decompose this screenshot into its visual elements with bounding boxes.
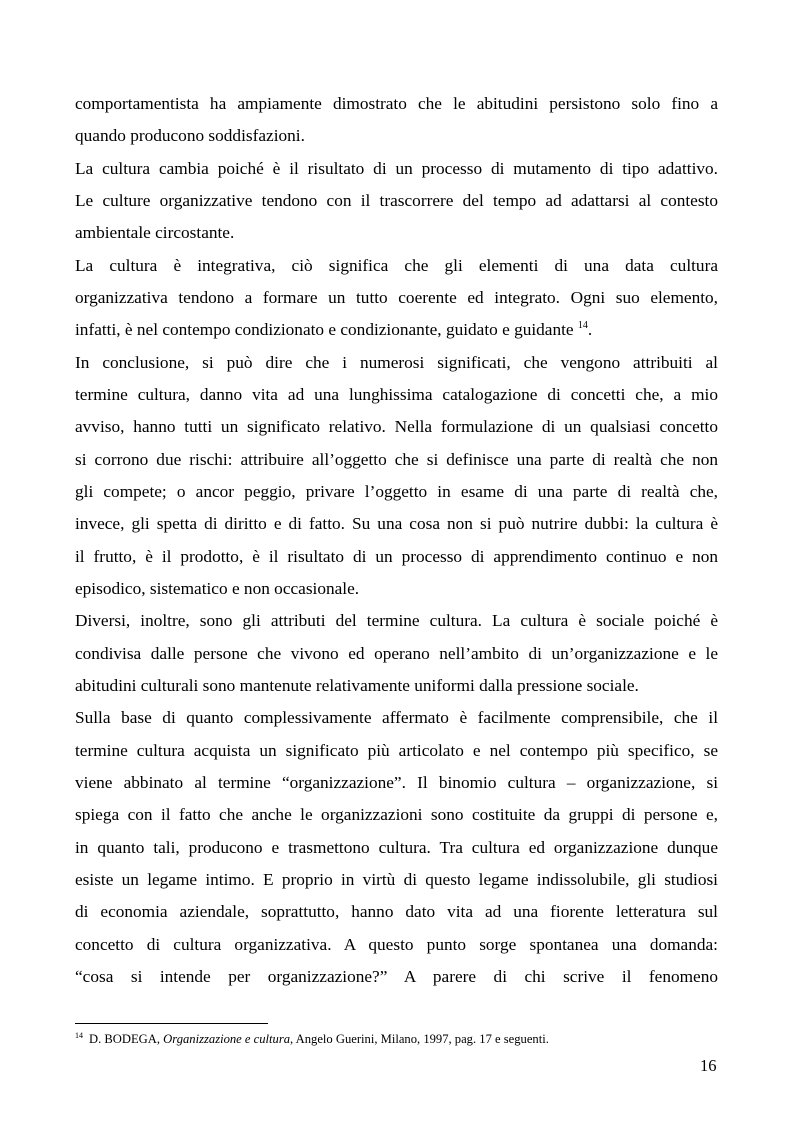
text-line: La cultura è integrativa, ciò significa che gli elementi di una data cultura bbox=[75, 256, 718, 275]
text-line: In conclusione, si può dire che i numerosi significati, che vengono attribuiti al bbox=[75, 353, 718, 372]
text-line: episodico, sistematico e non occasionale. bbox=[75, 579, 360, 598]
text-line: termine cultura acquista un significato più articolato e nel contempo più specifico, se bbox=[75, 741, 718, 760]
text-line: esiste un legame intimo. E proprio in virtù di questo legame indissolubile, gli studiosi bbox=[75, 870, 718, 889]
text-line: condivisa dalle persone che vivono ed operano nell’ambito di un’organizzazione e le bbox=[75, 644, 718, 663]
footnote-number: 14 bbox=[75, 1031, 83, 1040]
text-line: si corrono due rischi: attribuire all’oggetto che si definisce una parte di realtà che non bbox=[75, 450, 718, 469]
text-line: in quanto tali, producono e trasmettono cultura. Tra cultura ed organizzazione dunque bbox=[75, 838, 718, 857]
text-line: ambientale circostante. bbox=[75, 223, 235, 242]
text-line: Diversi, inoltre, sono gli attributi del termine cultura. La cultura è sociale poiché è bbox=[75, 611, 718, 630]
page-number: 16 bbox=[700, 1056, 717, 1075]
text-line: abitudini culturali sono mantenute relativamente uniformi dalla pressione sociale. bbox=[75, 676, 639, 695]
footnote-reference[interactable]: 14 bbox=[577, 320, 588, 331]
text-line: termine cultura, danno vita ad una lunghissima catalogazione di concetti che, a mio bbox=[75, 385, 718, 404]
text-line: comportamentista ha ampiamente dimostrato che le abitudini persistono solo fino a bbox=[75, 94, 718, 113]
text-line: avviso, hanno tutti un significato relativo. Nella formulazione di un qualsiasi concetto bbox=[75, 417, 718, 436]
text-line: di economia aziendale, soprattutto, hanno dato vita ad una fiorente letteratura sul bbox=[75, 902, 718, 921]
footnote-title: Organizzazione e cultura bbox=[163, 1032, 291, 1046]
sentence-end: . bbox=[587, 320, 593, 339]
text-line: “cosa si intende per organizzazione?” A parere di chi scrive il fenomeno bbox=[75, 967, 718, 986]
text-line: quando producono soddisfazioni. bbox=[75, 126, 305, 145]
text-line: Le culture organizzative tendono con il trascorrere del tempo ad adattarsi al contesto bbox=[75, 191, 718, 210]
footnote bbox=[75, 1031, 718, 1047]
text-line: gli compete; o ancor peggio, privare l’oggetto in esame di una parte di realtà che, bbox=[75, 482, 718, 501]
text-line: spiega con il fatto che anche le organizzazioni sono costituite da gruppi di persone e, bbox=[75, 805, 718, 824]
text-line: invece, gli spetta di diritto e di fatto. Su una cosa non si può nutrire dubbi: la cultura è bbox=[75, 514, 718, 533]
text-line bbox=[75, 314, 718, 346]
text-line: il frutto, è il prodotto, è il risultato di un processo di apprendimento continuo e non bbox=[75, 547, 718, 566]
text-line: viene abbinato al termine “organizzazione”. Il binomio cultura – organizzazione, si bbox=[75, 773, 718, 792]
text-line: La cultura cambia poiché è il risultato di un processo di mutamento di tipo adattivo. bbox=[75, 159, 718, 178]
footnote-rest: , Angelo Guerini, Milano, 1997, pag. 17 e seguenti. bbox=[290, 1032, 549, 1046]
footnote-divider bbox=[75, 1023, 268, 1024]
text-line: concetto di cultura organizzativa. A questo punto sorge spontanea una domanda: bbox=[75, 935, 718, 954]
text-line-content: infatti, è nel contempo condizionato e condizionante, guidato e guidante bbox=[75, 320, 574, 339]
footnote-author: D. BODEGA, bbox=[89, 1032, 161, 1046]
text-line: Sulla base di quanto complessivamente affermato è facilmente comprensibile, che il bbox=[75, 708, 718, 727]
text-line: organizzativa tendono a formare un tutto coerente ed integrato. Ogni suo elemento, bbox=[75, 288, 718, 307]
